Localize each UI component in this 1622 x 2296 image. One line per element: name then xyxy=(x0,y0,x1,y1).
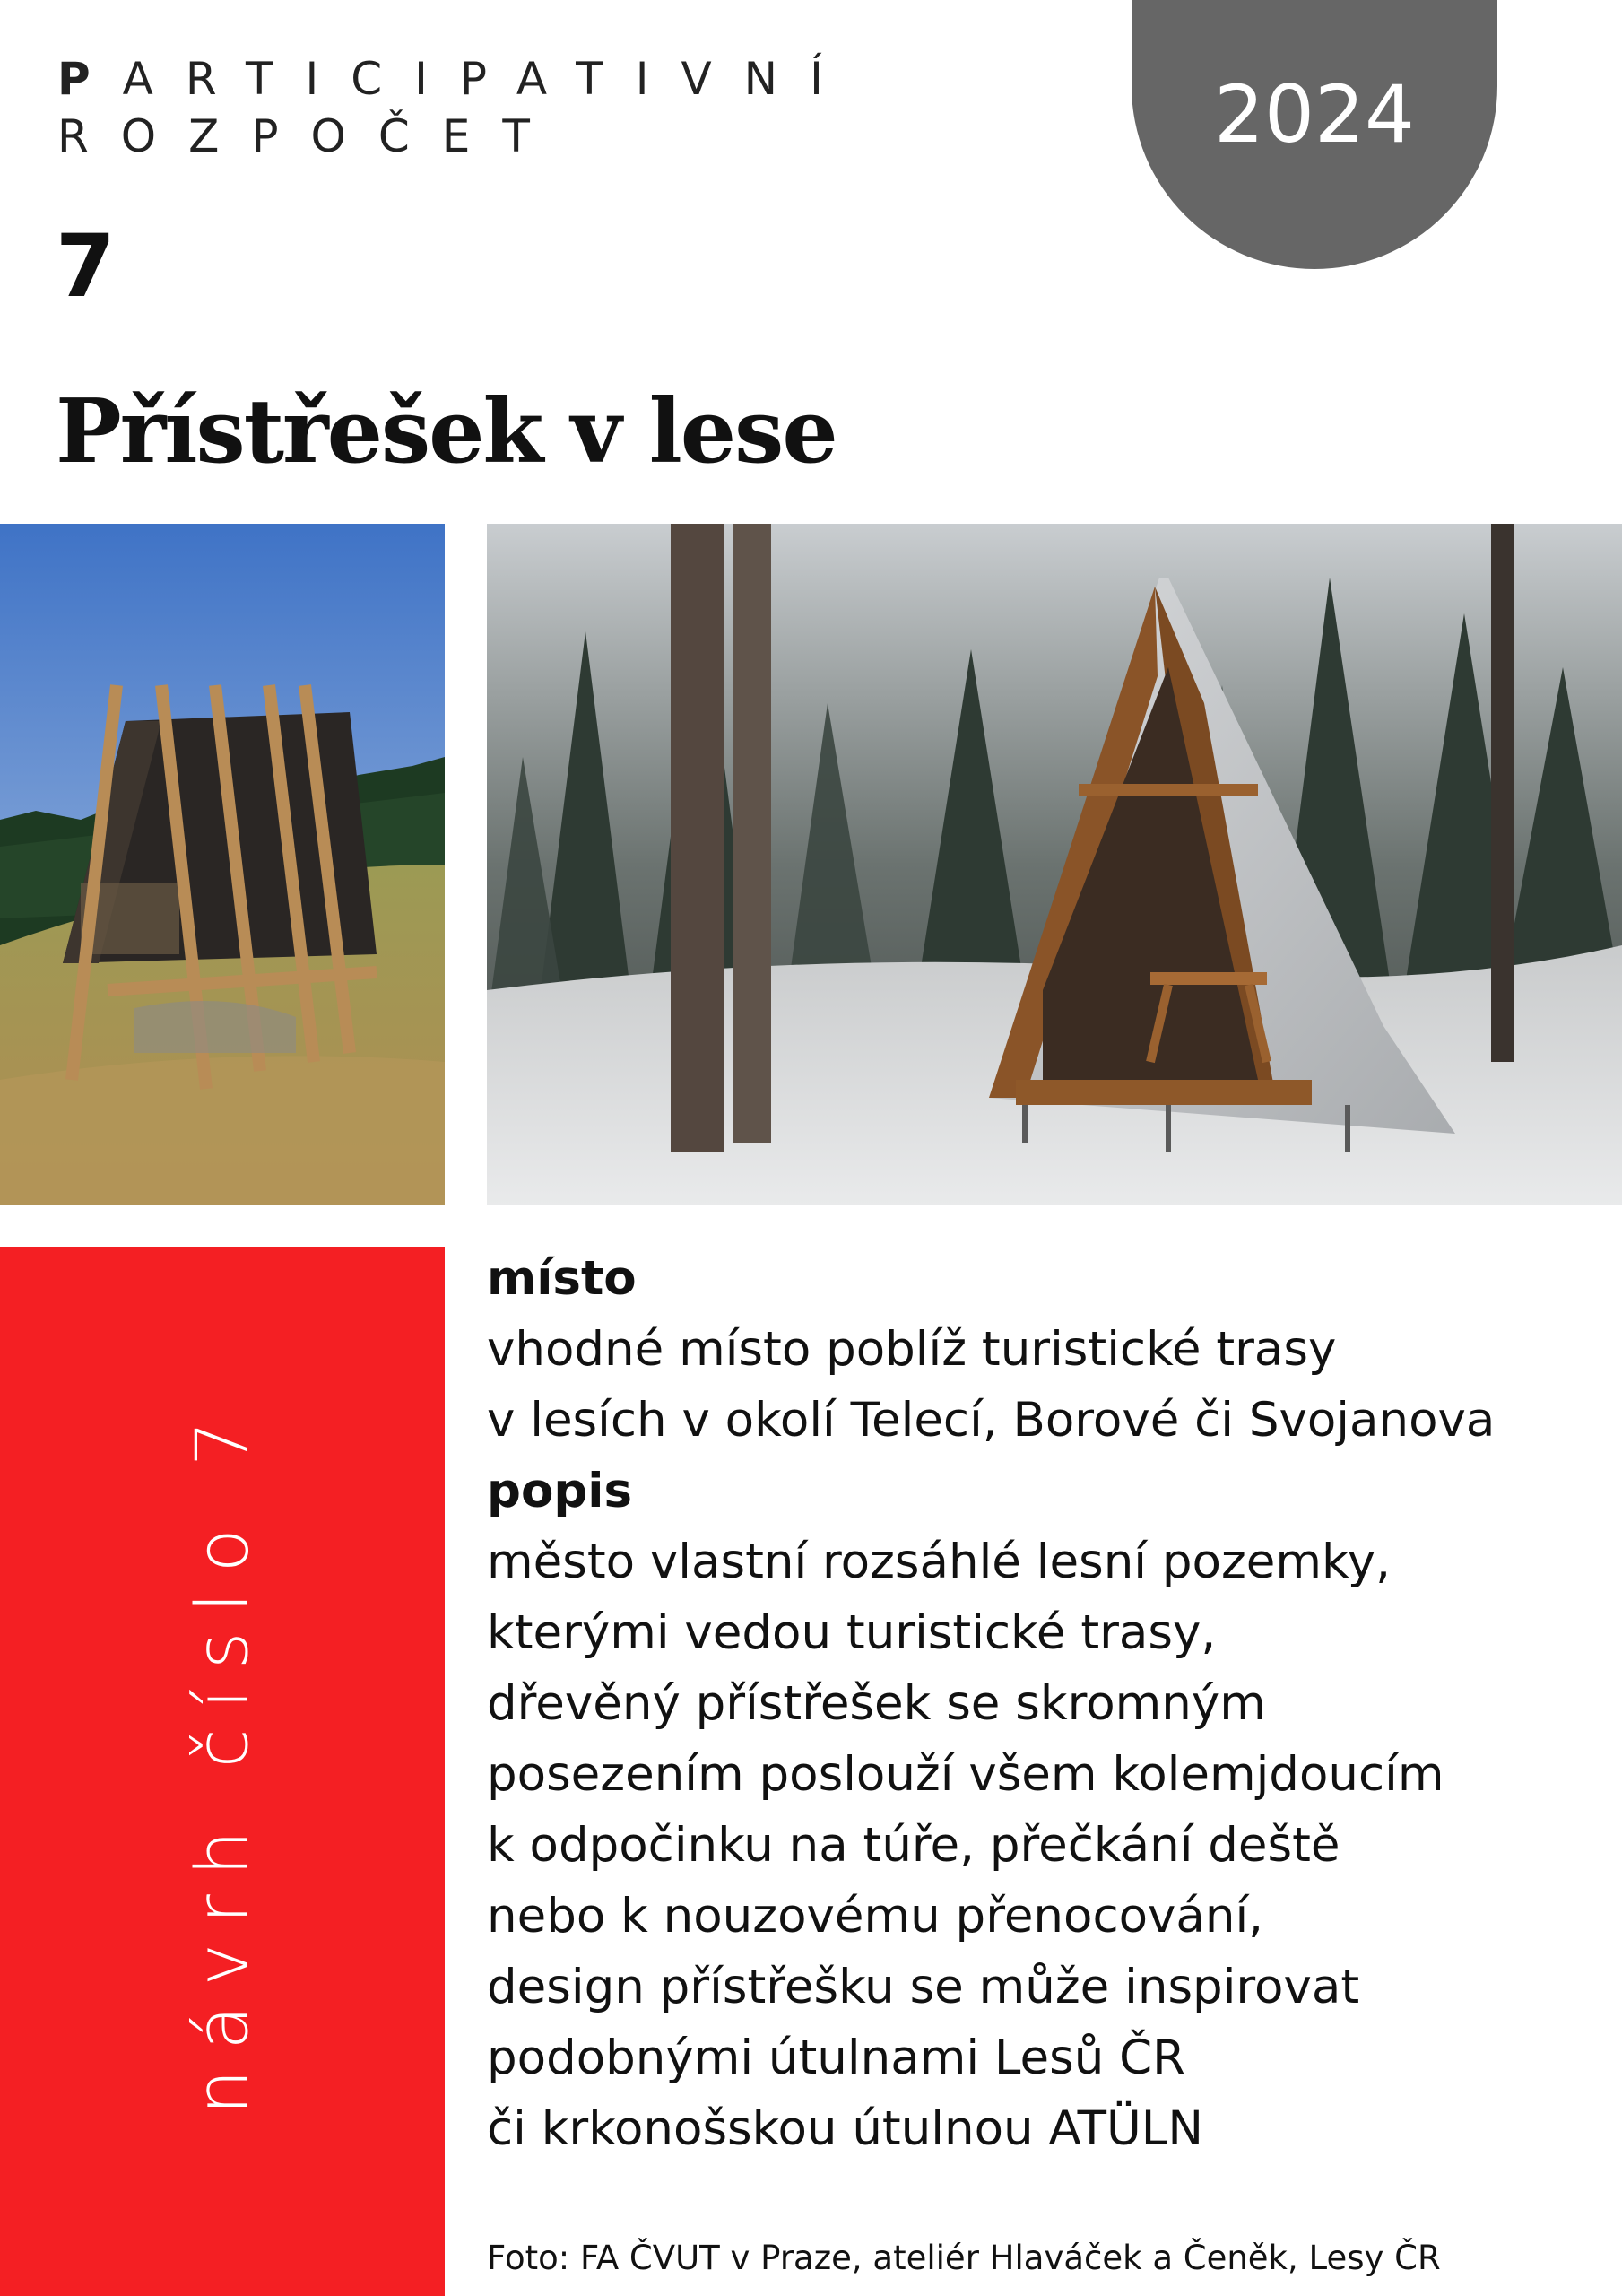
photo-credit: Foto: FA ČVUT v Praze, ateliér Hlaváček a Čeněk, Lesy ČR xyxy=(487,2239,1441,2277)
proposal-number: 7 xyxy=(56,216,116,317)
description-line: či krkonošskou útulnou ATÜLN xyxy=(487,2101,1203,2156)
place-line: v lesích v okolí Telecí, Borové či Svojanova xyxy=(487,1393,1496,1448)
description-heading: popis xyxy=(487,1464,633,1518)
meadow-shelter-render xyxy=(0,524,445,1205)
page-title: Přístřešek v lese xyxy=(56,380,837,483)
proposal-side-label: návrh číslo 7 xyxy=(180,1400,265,2116)
description-line: posezením poslouží všem kolemjdoucím xyxy=(487,1747,1444,1802)
wordmark-line-2: ROZPOČET xyxy=(57,110,562,162)
render-photo xyxy=(0,524,445,1205)
description-line: design přístřešku se může inspirovat xyxy=(487,1960,1360,2014)
place-line: vhodné místo poblíž turistické trasy xyxy=(487,1322,1337,1377)
description-line: podobnými útulnami Lesů ČR xyxy=(487,2031,1185,2085)
forest-shelter-photo xyxy=(487,524,1622,1205)
wordmark-initial: P xyxy=(57,53,123,105)
program-wordmark xyxy=(57,50,855,165)
description-line: dřevěný přístřešek se skromným xyxy=(487,1676,1266,1731)
snowy-forest-shelter xyxy=(487,524,1622,1205)
description-line: kterými vedou turistické trasy, xyxy=(487,1605,1217,1660)
year-label: 2024 xyxy=(1214,68,1415,161)
description-line: nebo k nouzovému přenocování, xyxy=(487,1889,1264,1944)
description-line: k odpočinku na túře, přečkání deště xyxy=(487,1818,1340,1873)
proposal-description xyxy=(487,1243,1590,2164)
wordmark-line-1-rest: ARTICIPATIVNÍ xyxy=(122,53,855,105)
wordmark-line-1 xyxy=(57,50,855,108)
description-line: město vlastní rozsáhlé lesní pozemky, xyxy=(487,1535,1392,1589)
place-heading: místo xyxy=(487,1251,637,1306)
